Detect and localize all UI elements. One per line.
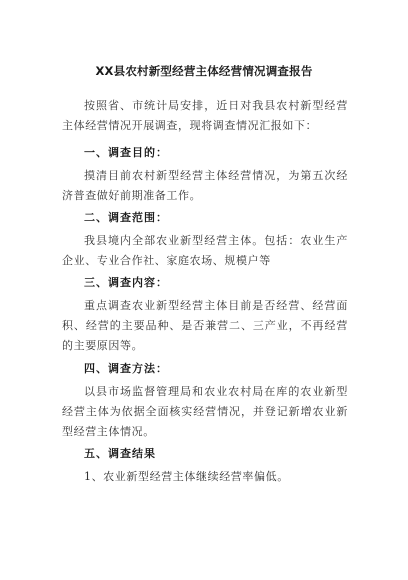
section-heading-scope: 二、调查范围：	[84, 211, 168, 224]
section-body-purpose: 摸清目前农村新型经营主体经营情况，为第五次经济普查做好前期准备工作。	[62, 169, 348, 202]
section-body-content: 重点调查农业新型经营主体目前是否经营、经营面积、经营的主要品种、是否兼营二、三产业，不再经营的主要原因等。	[62, 299, 348, 352]
section-heading-purpose: 一、调查目的：	[84, 146, 168, 159]
intro-paragraph: 按照省、市统计局安排，近日对我县农村新型经营主体经营情况开展调查，现将调查情况汇报如下：	[62, 99, 348, 132]
document-title: XX县农村新型经营主体经营情况调查报告	[95, 64, 313, 78]
section-body-method: 以县市场监督管理局和农业农村局在库的农业新型经营主体为依据全面核实经营情况，并登记新增农业新型经营主体情况。	[62, 385, 348, 438]
section-heading-method: 四、调查方法：	[84, 362, 168, 375]
section-heading-results: 五、调查结果	[84, 447, 156, 460]
section-heading-content: 三、调查内容：	[84, 276, 168, 289]
section-body-results: 1、农业新型经营主体继续经营率偏低。	[84, 470, 289, 483]
section-body-scope: 我县境内全部农业新型经营主体。包括：农业生产企业、专业合作社、家庭农场、规模户等	[62, 234, 348, 267]
